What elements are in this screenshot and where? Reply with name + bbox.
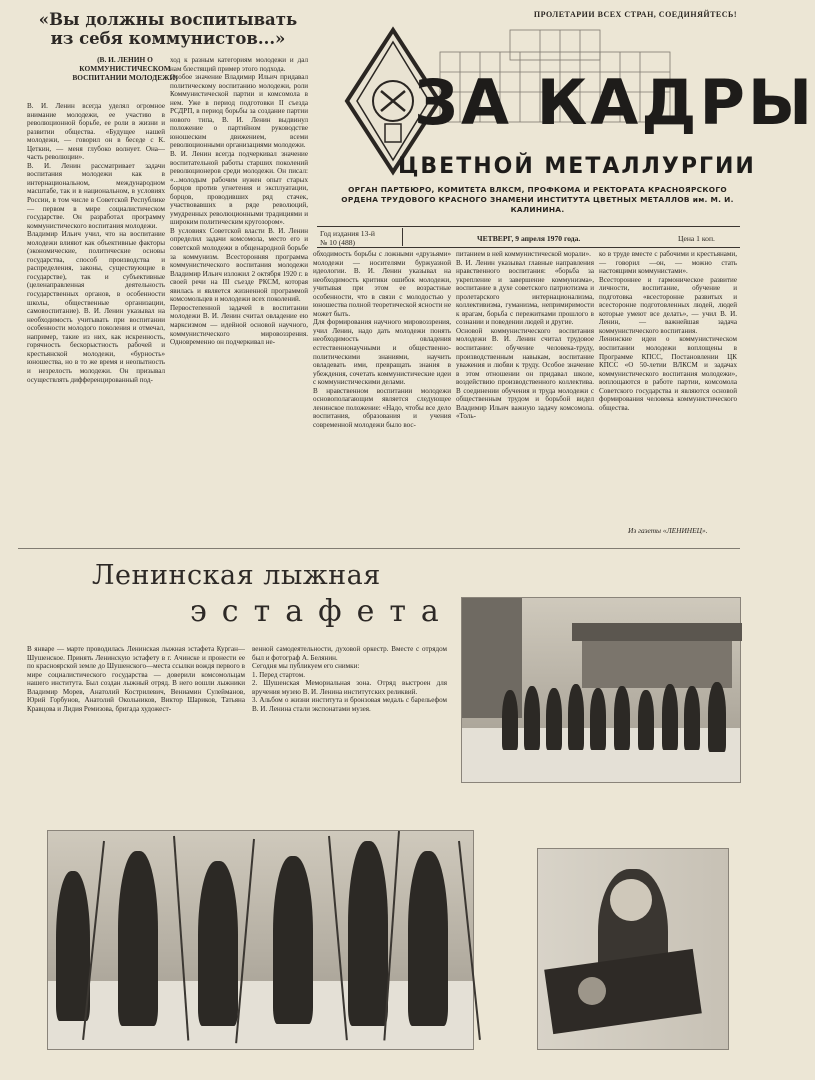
masthead-rule-top [317,226,740,227]
article-lenin-column-3: обходимость борьбы с ложными «друзьями» молодежи — носителями буржуазной идеологии. В. И. Ленин указывал на необходимость критики ошибок молодежи, учитывая при этом ее возрастные особенности, что в связи с молодостью у юношества полной теоретической ясности не может быть. Для формирования научного мировоззрения, учил Ленин, надо дать молодежи понять необходимость овладения естественнонаучными и общественно-политическими знаниями, научить овладевать ими, превращать знания в убеждения, сочетать коммунистические идеи с коммунистическими делами. В нравственном воспитании молодежи основополагающим является следующее ленинское положение: «Надо, чтобы все дело воспитания, образования и учения современной молодежи было вос- [313,250,451,429]
article-lenin-column-4: питанием в ней коммунистической морали». В. И. Ленин указывал главные направления нравственного воспитания: «борьба за укрепление и завершение коммунизма», воспитание в духе советского патриотизма и пролетарского интернационализма, коллективизма, гуманизма, непримиримости к врагам, борьба с пережитками прошлого в сознании и поведении людей и другие. Основой коммунистического воспитания молодежи В. И. Ленин считал трудовое воспитание: обучение человека-труду, производственным навыкам, воспитание уважения и любви к труду. Особое значение в этом отношении он придавал школе, воздействию производственного коллектива. В соединении обучения и труда молодежи с общественным трудом и борьбой видел Владимир Ильич важную задачу комсомола. «Толь- [456,250,594,421]
article-lenin-source: Из газеты «ЛЕНИНЕЦ». [628,526,708,535]
masthead-slogan: ПРОЛЕТАРИИ ВСЕХ СТРАН, СОЕДИНЯЙТЕСЬ! [533,10,737,19]
article-lenin-subhead: (В. И. ЛЕНИН О КОММУНИСТИЧЕСКОМ ВОСПИТАНИИ МОЛОДЕЖИ) [72,55,178,82]
article-lenin-column-2: ход к разным категориям молодежи и дал нам блестящий пример этого подхода. Особое значение Владимир Ильич придавал политическому воспитанию молодежи, роли Коммунистической партии и комсомола в нем. Уже в период подготовки II съезда РСДРП, в период борьбы за создание партии нового типа, В. И. Ленин выдвинул положение о партийном руководстве юношеским движением, всеми революционными организациями молодежи. В. И. Ленин всегда подчеркивал значение воспитательной работы старших поколений революционеров среди молодежи. Он писал: «...молодым рабочим нужен опыт старых борцов против угнетения и эксплуатации, борцов, проводивших ряд стачек, участвовавших в ряде революций, умудренных революционными традициями и широким политическим кругозором». В условиях Советской власти В. И. Ленин определил задачи комсомола, место его и советской молодежи в общенародной борьбе за коммунизм. Всесторонняя программа коммунистического воспитания молодежи Владимир Ильич изложил 2 октября 1920 г. в своей речи на III съезде РКСМ, которая явилась и является жизненной программой комсомольцев и молодежи всех поколений. Первостепенной задачей в воспитании молодежи В. И. Ленин считал овладение ею марксизмом — идейной основой научного, коммунистического мировоззрения. Одновременно он подчеркивал не- [170,56,308,347]
photo-album-and-medal [537,848,729,1050]
photo-memorial-zone [461,597,741,783]
article-lenin-column-5: ко в труде вместе с рабочими и крестьянами, — говорил —он, — можно стать настоящими коммунистами». Всестороннее и гармоническое развитие личности, воспитание, обучение и подготовка «всесторонне развитых и всесторонне подготовленных людей, людей которые умеют все делать», — учил В. И. Ленин, — важнейшая задача коммунистического воспитания. Ленинские идеи о коммунистическом воспитании молодежи воплощены в Программе КПСС, Постановлении ЦК КПСС «О 50-летии ВЛКСМ и задачах коммунистического воспитания молодежи», воплощаются в работе партии, комсомола Советского государства и являются основой формирования человека коммунистического общества. [599,250,737,412]
ski-relay-column-2: венной самодеятельности, духовой оркестр. Вместе с отрядом был и фотограф А. Белянин. Сегодня мы публикуем его снимки: 1. Перед стартом. 2. Шушенская Мемориальная зона. Отряд выстроен для вручения музею В. И. Ленина институтских реликвий. 3. Альбом о жизни института и бронзовая медаль с барельефом В. И. Ленина стали экспонатами музея. [252,645,447,713]
article-lenin-headline: «Вы должны воспитывать из себя коммунистов...» [38,10,298,48]
newspaper-title: ЗА КАДРЫ [414,66,815,139]
publication-year: Год издания 13-й [320,229,375,238]
ski-relay-column-1: В январе — марте проводилась Ленинская лыжная эстафета Курган—Шушенское. Принять Ленинскую эстафету в г. Ачинске и пронести ее по красноярской земле до Шушенского—места ссылки вождя первого в мире социалистического государства — доверили комсомольцам нашего института. Был создан лыжный отряд. В него вошли лыжники Владимир Морев, Анатолий Кострилевич, Вениамин Сулейманов, Юрий Горбунов, Анатолий Окольников, Виктор Шариков, Татьяна Кравцова и Лидия Ремизова, бригада художест- [27,645,245,713]
photo-before-start [47,830,474,1050]
issue-number: № 10 (488) [320,238,356,247]
issue-date: ЧЕТВЕРГ, 9 апреля 1970 года. [477,234,581,243]
ski-relay-headline-line-1: Ленинская лыжная [92,560,381,591]
ski-relay-headline-line-2: эстафета [190,594,454,629]
issue-price: Цена 1 коп. [678,234,715,243]
newspaper-organ-line: ОРГАН ПАРТБЮРО, КОМИТЕТА ВЛКСМ, ПРОФКОМА И РЕКТОРАТА КРАСНОЯРСКОГО ОРДЕНА ТРУДОВОГО КРАСНОГО ЗНАМЕНИ ИНСТИТУТА ЦВЕТНЫХ МЕТАЛЛОВ им. М. И. КАЛИНИНА. [341,185,734,214]
article-lenin-column-1: В. И. Ленин всегда уделял огромное внимание молодежи, ее участию в революционной борьбе, ее роли в жизни и развитии общества. «Будущее нашей молодежи, — говорил он в беседе с К. Цеткин, — меня глубоко волнует. Она—часть революции». В. И. Ленин рассматривает задачи воспитания молодежи как в интернациональном, международном масштабе, так и в национальном, в условиях России, в том числе в Советской Республике — первом в мире социалистическом государстве. Он разработал программу коммунистического воспитания молодежи. Владимир Ильич учил, что на воспитание молодежи влияют как объективные факторы (экономические, политические основы государства, способ производства и распределения, законы, существующие в государстве), так и субъективные (целенаправленная деятельность государственных органов, в особенности школы, общественные организации, самовоспитание). В. И. Ленин указывал на необходимость учитывать при воспитании особенности молодого поколения и отмечал, например, такие из них, как искренность, горячность бескорыстность рабочей и крестьянской молодежи, «бурность» юношества, но в то же время и неопытность и незрелость молодежи. Он призывал осуществлять дифференцированный под- [27,102,165,384]
masthead-rule-bottom [317,247,740,248]
newspaper-subtitle: ЦВЕТНОЙ МЕТАЛЛУРГИИ [398,154,756,179]
issue-info [320,229,400,247]
section-divider [18,548,740,549]
masthead-divider [402,228,403,246]
